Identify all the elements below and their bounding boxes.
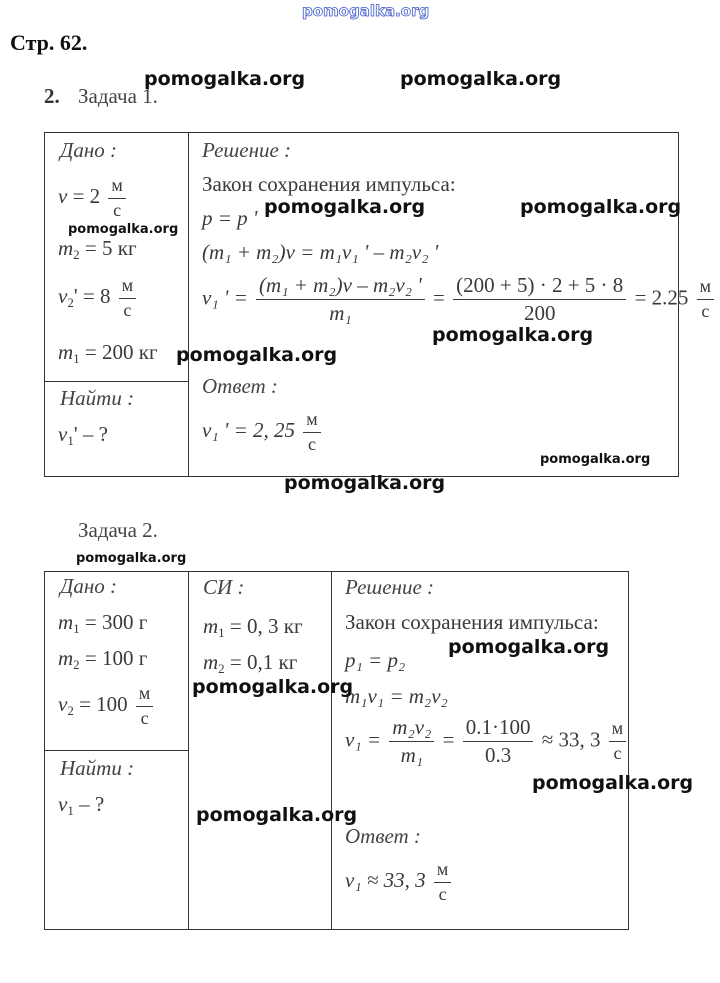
task1-find-header: Найти : [60, 386, 135, 410]
task1-row-divider [44, 381, 189, 382]
watermark: pomogalka.org [400, 68, 562, 90]
watermark: pomogalka.org [192, 676, 354, 698]
watermark: pomogalka.org [448, 636, 610, 658]
watermark: pomogalka.org [520, 196, 682, 218]
watermark: pomogalka.org [540, 452, 651, 467]
task1-answer-header: Ответ : [202, 374, 278, 398]
watermark: pomogalka.org [264, 196, 426, 218]
task2-eq3: v₁ = $\frac{\text{m₂v₂}}{\text{m₁}}$ = $\frac{0.1\cdot 100}{0.3}$ ≈ 33, 3 $\frac{м}{с}$ [345, 716, 629, 767]
watermark: pomogalka.org [176, 344, 338, 366]
task1-law: Закон сохранения импульса: [202, 172, 456, 196]
task2-given-m2: $m_2 = 100$ г [58, 646, 148, 672]
task1-given-m2: $m_2 = 5$ кг [58, 236, 137, 262]
site-watermark-top: pomogalka.org [302, 2, 430, 20]
task2-si-m1: $m_1 = 0$, 3 кг [203, 614, 303, 640]
task1-eq3: v₁ ' = $\frac{\text{(m₁ + m₂)v – m₂v₂ '}}{\text{m₁}}$ = $\frac{(200 + 5) \cdot 2 + 5 \cdot 8}{200}$ = 2.25 $\frac{м}{с}$ [202, 274, 717, 325]
watermark: pomogalka.org [432, 324, 594, 346]
task1-eq1: p = p ' [202, 206, 258, 230]
task2-solution-header: Решение : [345, 575, 435, 599]
watermark: pomogalka.org [68, 222, 179, 237]
task2-si-m2: $m_2 = 0,1$ кг [203, 650, 298, 676]
task2-answer-header: Ответ : [345, 824, 421, 848]
task2-law: Закон сохранения импульса: [345, 610, 599, 634]
watermark: pomogalka.org [196, 804, 358, 826]
watermark: pomogalka.org [532, 772, 694, 794]
task2-find: $v_1$ – ? [58, 792, 105, 818]
task2-eq2: m₁v₁ = m₂v₂ [345, 684, 448, 708]
task1-given-v2: $v_2' = 8$ $\frac{м}{с}$ [58, 276, 139, 321]
section-number: 2. [44, 84, 60, 108]
task1-given-v: v = 2 $\frac{м}{с}$ [58, 176, 129, 221]
task1-title: Задача 1. [78, 84, 158, 108]
task1-column-divider [188, 132, 189, 476]
task1-given-m1: $m_1 = 200$ кг [58, 340, 158, 366]
task1-find: $v_1'$ – ? [58, 422, 108, 448]
watermark: pomogalka.org [76, 551, 187, 566]
task2-eq1: p₁ = p₂ [345, 648, 406, 672]
task2-given-m1: $m_1 = 300$ г [58, 610, 148, 636]
watermark: pomogalka.org [284, 472, 446, 494]
task1-eq2: (m₁ + m₂)v = m₁v₁ ' – m₂v₂ ' [202, 240, 439, 264]
task1-answer: v₁ ' = 2, 25 $\frac{м}{с}$ [202, 410, 324, 455]
task2-row-divider [44, 750, 189, 751]
task1-given-header: Дано : [60, 138, 118, 162]
task2-find-header: Найти : [60, 756, 135, 780]
watermark: pomogalka.org [144, 68, 306, 90]
task2-given-v2: $v_2 = 100$ $\frac{м}{с}$ [58, 684, 156, 729]
task2-column-divider-2 [331, 571, 332, 929]
task2-title: Задача 2. [78, 518, 158, 542]
page-label: Стр. 62. [10, 30, 88, 55]
task2-si-header: СИ : [203, 575, 245, 599]
task1-solution-header: Решение : [202, 138, 292, 162]
task2-answer: v₁ ≈ 33, 3 $\frac{м}{с}$ [345, 860, 454, 905]
task2-given-header: Дано : [60, 574, 118, 598]
